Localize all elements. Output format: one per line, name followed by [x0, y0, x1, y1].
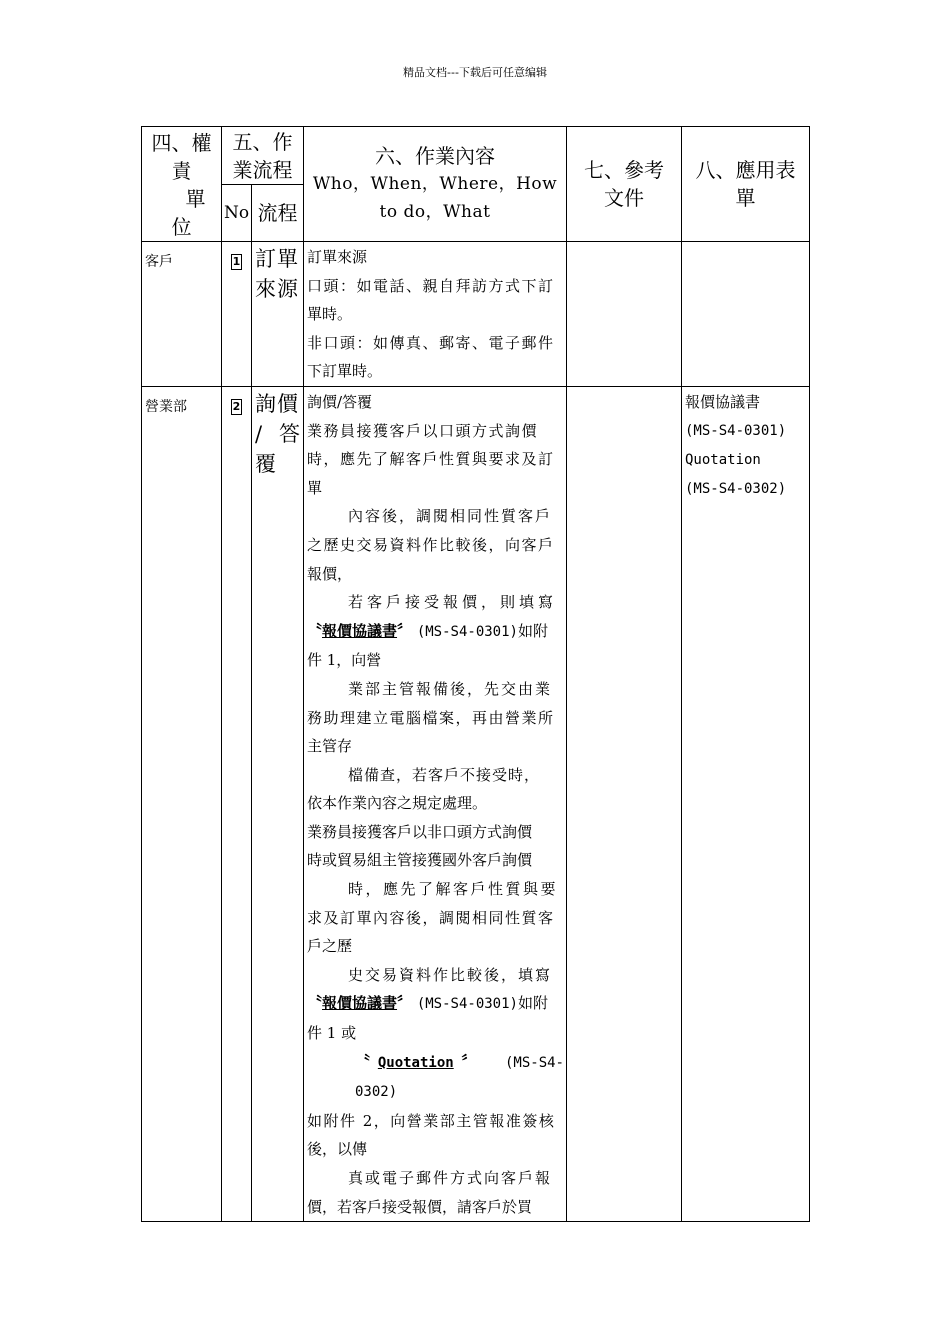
reference-cell	[567, 242, 682, 387]
header-forms: 八、應用表 單	[682, 127, 810, 242]
header-no: No	[222, 185, 252, 242]
forms-cell	[682, 386, 810, 1221]
unit-cell: 營業部	[142, 386, 222, 1221]
procedure-table	[141, 126, 810, 1222]
table-row	[142, 242, 810, 387]
forms-cell	[682, 242, 810, 387]
form-reference-line: 〝Quotation〞 (MS-S4-0302)	[355, 1052, 564, 1101]
header-flow: 流程	[252, 185, 304, 242]
header-row	[142, 127, 810, 185]
step-number-box: 2	[232, 399, 241, 413]
unit-cell: 客戶	[142, 242, 222, 387]
page-header: 精品文档---下载后可任意编辑	[403, 66, 547, 79]
form-name-link: Quotation	[377, 1054, 454, 1071]
form-code: (MS-S4-0301)	[685, 422, 787, 439]
content-cell: 詢價/答覆 業務員接獲客戶以口頭方式詢價 時，應先了解客戶性質與要求及訂 單 內容後，調閱相同性質客戶 之歷史交易資料作比較後，向客戶 報價， 若客戶接受報價，則填寫 〝報價協議書〞 (MS-S4-0301)如附 件 1，向營 業部主管報備後，先交由業 務助理建立電腦檔案，再由營業所 主管存 檔備查，若客戶不接受時， 依本作業內容之規定處理。 業務員接獲客戶以非口頭方式詢價 時或貿易組主管接獲國外客戶詢價 時，應先了解客戶性質與要 求及訂單內容後，調閱相同性質客 戶之歷 史交易資料作比較後，填寫 〝報價協議書〞 (MS-S4-0301)如附 件 1 或 〝Quotation〞 (MS-S4-0302) 如附件 2，向營業部主管報准簽核 後，以傳 真或電子郵件方式向客戶報 價，若客戶接受報價，請客戶於買	[304, 386, 567, 1221]
step-number	[222, 386, 252, 1221]
table-row	[142, 386, 810, 1221]
step-number	[222, 242, 252, 387]
form-reference-line: 〝報價協議書〞 (MS-S4-0301)如附	[307, 994, 548, 1013]
form-item: 報價協議書	[685, 392, 761, 411]
flow-cell: 詢價 / 答 覆	[252, 386, 304, 1221]
flow-cell: 訂單 來源	[252, 242, 304, 387]
form-name-link: 報價協議書	[322, 621, 398, 640]
reference-cell	[567, 386, 682, 1221]
form-reference-line: 〝報價協議書〞 (MS-S4-0301)如附	[307, 621, 548, 640]
header-content: 六、作業內容 Who，When，Where，How to do，What	[304, 127, 567, 242]
header-responsible-unit: 四、權 責 單 位	[142, 127, 222, 242]
form-item: Quotation	[685, 451, 761, 468]
header-reference: 七、參考 文件	[567, 127, 682, 242]
header-workflow: 五、作 業流程	[222, 127, 304, 185]
content-cell: 訂單來源 口頭：如電話、親自拜訪方式下訂 單時。 非口頭：如傳真、郵寄、電子郵件 下訂單時。	[304, 242, 567, 387]
form-code: (MS-S4-0302)	[685, 480, 787, 497]
form-name-link: 報價協議書	[322, 994, 398, 1013]
step-number-box: 1	[232, 255, 241, 268]
